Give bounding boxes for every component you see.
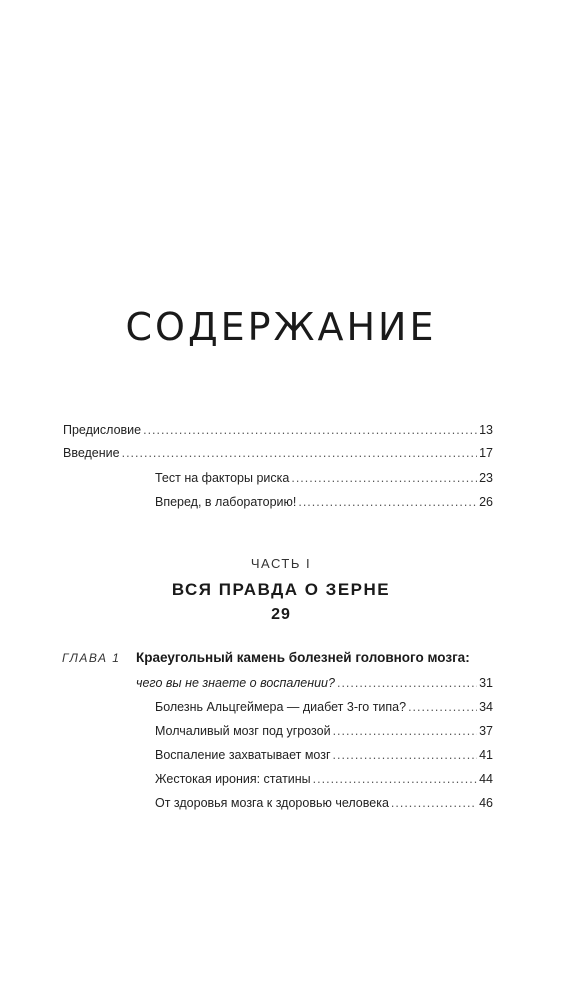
toc-leader-dots	[298, 494, 477, 510]
toc-entry-section[interactable]	[155, 747, 493, 763]
toc-leader-dots	[122, 445, 477, 461]
toc-leader-dots	[337, 675, 477, 691]
toc-entry-page: 31	[479, 676, 493, 690]
toc-entry-label: Воспаление захватывает мозг	[155, 748, 331, 762]
toc-entry-label: Болезнь Альцгеймера — диабет 3-го типа?	[155, 700, 407, 714]
toc-leader-dots	[391, 795, 477, 811]
toc-entry-introduction[interactable]	[63, 445, 493, 461]
toc-entry-page: 17	[479, 446, 493, 460]
toc-leader-dots	[313, 771, 477, 787]
toc-leader-dots	[408, 699, 477, 715]
chapter-label: ГЛАВА 1	[62, 651, 121, 665]
part-title[interactable]: ВСЯ ПРАВДА О ЗЕРНЕ	[171, 580, 391, 599]
toc-entry-page: 34	[479, 700, 493, 714]
toc-entry-label: От здоровья мозга к здоровью человека	[155, 796, 389, 810]
page-title: СОДЕРЖАНИЕ	[125, 305, 437, 349]
toc-entry-page: 41	[479, 748, 493, 762]
toc-leader-dots	[333, 747, 478, 763]
toc-entry-page: 13	[479, 423, 493, 437]
toc-entry-page: 44	[479, 772, 493, 786]
toc-entry-section[interactable]	[155, 699, 493, 715]
toc-entry-page: 46	[479, 796, 493, 810]
part-page-number: 29	[271, 606, 291, 623]
toc-entry-label: Вперед, в лабораторию!	[155, 495, 297, 509]
part-label: ЧАСТЬ I	[250, 556, 312, 571]
toc-leader-dots	[143, 422, 477, 438]
toc-entry-page: 23	[479, 471, 493, 485]
toc-entry-risk-test[interactable]	[155, 470, 493, 486]
toc-entry-section[interactable]	[155, 723, 493, 739]
toc-entry-label: чего вы не знаете о воспалении?	[136, 676, 335, 690]
toc-entry-chapter-subtitle[interactable]	[136, 675, 493, 691]
chapter-title[interactable]: Краеугольный камень болезней головного мозга:	[136, 650, 470, 665]
toc-entry-page: 37	[479, 724, 493, 738]
toc-leader-dots	[333, 723, 478, 739]
toc-entry-label: Введение	[63, 446, 120, 460]
toc-entry-section[interactable]	[155, 771, 493, 787]
toc-entry-laboratory[interactable]	[155, 494, 493, 510]
toc-leader-dots	[291, 470, 477, 486]
toc-entry-label: Тест на факторы риска	[155, 471, 290, 485]
toc-entry-label: Молчаливый мозг под угрозой	[155, 724, 331, 738]
toc-entry-page: 26	[479, 495, 493, 509]
toc-entry-label: Предисловие	[63, 423, 142, 437]
toc-entry-preface[interactable]	[63, 422, 493, 438]
toc-entry-label: Жестокая ирония: статины	[155, 772, 311, 786]
toc-entry-section[interactable]	[155, 795, 493, 811]
